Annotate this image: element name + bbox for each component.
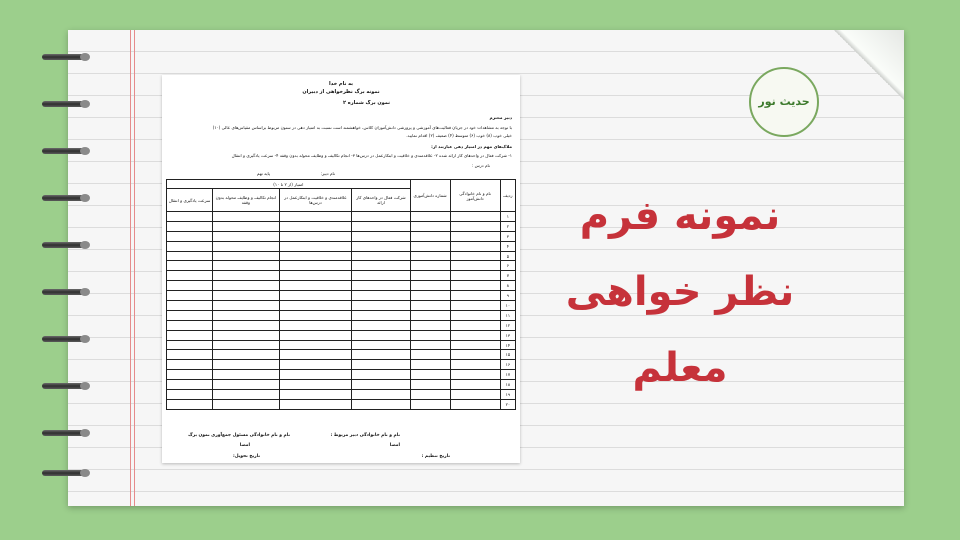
row-number-cell: ۳ — [500, 231, 515, 241]
teacher-signature-line: امضا — [389, 443, 400, 448]
row-number-cell: ۵ — [500, 251, 515, 261]
row-number-cell: ۶ — [500, 261, 515, 271]
header-score-group: امتیاز (از ۲ تا ۱۰) — [167, 180, 411, 189]
table-cell — [279, 380, 352, 390]
table-cell — [167, 390, 213, 400]
row-number-cell: ۱ — [500, 212, 515, 222]
table-cell — [410, 310, 450, 320]
table-cell — [410, 212, 450, 222]
class-name-label: نام درس : — [471, 163, 490, 168]
header-row-number: ردیف — [500, 180, 515, 212]
headline — [540, 178, 820, 406]
table-cell — [352, 310, 410, 320]
table-cell — [279, 370, 352, 380]
table-row — [167, 390, 516, 400]
table-cell — [167, 271, 213, 281]
ring — [42, 240, 100, 250]
table-cell — [213, 271, 280, 281]
header-criterion-1: شرکت فعال در واحدهای کار ارائه — [352, 189, 410, 212]
table-cell — [213, 399, 280, 409]
table-cell — [213, 320, 280, 330]
table-row — [167, 261, 516, 271]
table-cell — [410, 231, 450, 241]
table-cell — [450, 340, 500, 350]
table-cell — [213, 212, 280, 222]
table-cell — [410, 301, 450, 311]
table-cell — [410, 271, 450, 281]
table-cell — [352, 291, 410, 301]
table-cell — [213, 360, 280, 370]
table-cell — [167, 291, 213, 301]
headline-line-3: معلم — [632, 345, 728, 391]
table-cell — [167, 231, 213, 241]
teacher-date-label: تاریخ تنظیم : — [421, 454, 450, 459]
ring — [42, 99, 100, 109]
ring — [42, 193, 100, 203]
table-cell — [410, 291, 450, 301]
row-number-cell: ۱۶ — [500, 360, 515, 370]
table-cell — [410, 399, 450, 409]
teacher-label: نام دبیر: — [320, 171, 335, 176]
table-cell — [410, 241, 450, 251]
table-row — [167, 271, 516, 281]
table-cell — [450, 251, 500, 261]
table-cell — [279, 399, 352, 409]
criteria-intro: ملاک‌های مهم در امتیاز دهی عبارتند از: — [431, 144, 512, 149]
headline-line-1: نمونه فرم — [579, 193, 781, 239]
table-cell — [450, 231, 500, 241]
table-row — [167, 221, 516, 231]
ring — [42, 146, 100, 156]
table-cell — [279, 212, 352, 222]
table-cell — [352, 301, 410, 311]
table-row — [167, 360, 516, 370]
ring — [42, 52, 100, 62]
table-cell — [213, 330, 280, 340]
table-cell — [167, 380, 213, 390]
table-cell — [167, 320, 213, 330]
table-cell — [213, 281, 280, 291]
table-cell — [213, 370, 280, 380]
table-cell — [213, 291, 280, 301]
table-cell — [352, 340, 410, 350]
table-cell — [450, 399, 500, 409]
table-row — [167, 251, 516, 261]
table-row — [167, 310, 516, 320]
table-cell — [279, 360, 352, 370]
table-cell — [213, 340, 280, 350]
table-cell — [352, 399, 410, 409]
table-cell — [410, 281, 450, 291]
table-cell — [410, 251, 450, 261]
row-number-cell: ۱۲ — [500, 320, 515, 330]
table-cell — [279, 221, 352, 231]
table-cell — [450, 330, 500, 340]
table-cell — [167, 281, 213, 291]
table-cell — [167, 251, 213, 261]
table-cell — [279, 310, 352, 320]
row-number-cell: ۱۷ — [500, 370, 515, 380]
row-number-cell: ۸ — [500, 281, 515, 291]
table-cell — [213, 231, 280, 241]
table-cell — [279, 291, 352, 301]
table-row — [167, 212, 516, 222]
table-row — [167, 281, 516, 291]
table-cell — [450, 221, 500, 231]
table-row — [167, 231, 516, 241]
table-cell — [410, 330, 450, 340]
table-cell — [279, 261, 352, 271]
header-criterion-2: علاقه‌مندی و خلاقیت و ابتکارعمل در درس‌ها — [279, 189, 352, 212]
table-cell — [279, 241, 352, 251]
table-cell — [167, 399, 213, 409]
header-criterion-4: سرعت یادگیری و انتقال — [167, 189, 213, 212]
table-cell — [167, 330, 213, 340]
table-cell — [213, 301, 280, 311]
table-cell — [352, 212, 410, 222]
table-cell — [167, 241, 213, 251]
table-row — [167, 241, 516, 251]
table-cell — [450, 291, 500, 301]
table-cell — [279, 390, 352, 400]
table-row — [167, 301, 516, 311]
table-cell — [213, 251, 280, 261]
officer-signature-label: نام و نام خانوادگی مسئول جمع‌آوری نمون برگ — [188, 433, 290, 438]
table-cell — [352, 221, 410, 231]
table-cell — [213, 390, 280, 400]
table-row — [167, 320, 516, 330]
salutation: دبیر محترم — [489, 115, 512, 120]
table-cell — [450, 310, 500, 320]
logo-text: حدیث نور — [758, 95, 810, 109]
table-cell — [167, 360, 213, 370]
intro-line-1: با توجه به مشاهدات خود در جریان فعالیت‌های آموزشی و پرورشی دانش‌آموزان کلاس، خواهشمند است نسبت به امتیاز دهی در ستون مربوط براساس مقیاس‌های عالی (۱۰) — [212, 125, 512, 130]
table-cell — [352, 370, 410, 380]
form-subtitle: نمونه برگ نظرخواهی از دبیران — [302, 89, 380, 95]
table-cell — [213, 241, 280, 251]
ring — [42, 381, 100, 391]
table-cell — [352, 380, 410, 390]
headline-line-2: نظر خواهی — [565, 269, 795, 315]
officer-signature-line: امضا — [239, 443, 250, 448]
table-cell — [167, 370, 213, 380]
table-cell — [279, 271, 352, 281]
table-cell — [450, 370, 500, 380]
table-cell — [352, 320, 410, 330]
table-row — [167, 380, 516, 390]
table-cell — [410, 370, 450, 380]
teacher-signature-label: نام و نام خانوادگی دبیر مربوط : — [330, 433, 400, 438]
bismillah: به نام خدا — [328, 81, 354, 87]
table-cell — [410, 350, 450, 360]
logo — [749, 67, 819, 137]
header-criterion-3: انجام تکالیف و وظایف محوله بدون وقفه — [213, 189, 280, 212]
score-table — [166, 179, 516, 410]
sheet-label: نمون برگ شماره ۲ — [342, 100, 390, 106]
table-cell — [352, 241, 410, 251]
table-cell — [450, 380, 500, 390]
row-number-cell: ۹ — [500, 291, 515, 301]
table-cell — [352, 360, 410, 370]
table-row — [167, 291, 516, 301]
row-number-cell: ۲۰ — [500, 399, 515, 409]
row-number-cell: ۱۴ — [500, 340, 515, 350]
ring — [42, 468, 100, 478]
ring — [42, 428, 100, 438]
table-cell — [450, 350, 500, 360]
table-cell — [279, 231, 352, 241]
table-cell — [352, 261, 410, 271]
table-cell — [352, 251, 410, 261]
table-cell — [213, 350, 280, 360]
table-cell — [352, 330, 410, 340]
table-cell — [167, 221, 213, 231]
intro-line-2: خیلی خوب (۸) خوب (۶) متوسط (۴) ضعیف (۲) اقدام نمایید. — [406, 133, 512, 138]
table-cell — [213, 221, 280, 231]
table-cell — [279, 320, 352, 330]
table-cell — [410, 380, 450, 390]
table-cell — [450, 320, 500, 330]
table-cell — [352, 231, 410, 241]
table-cell — [450, 271, 500, 281]
table-cell — [352, 390, 410, 400]
row-number-cell: ۱۰ — [500, 301, 515, 311]
table-cell — [450, 390, 500, 400]
table-cell — [450, 301, 500, 311]
table-cell — [167, 212, 213, 222]
grade-label: پایه تهم — [256, 171, 270, 176]
table-cell — [213, 261, 280, 271]
row-number-cell: ۷ — [500, 271, 515, 281]
table-cell — [167, 350, 213, 360]
page-curl-fold — [834, 30, 904, 100]
header-student-name: نام و نام خانوادگی دانش‌آموز — [450, 180, 500, 212]
table-cell — [167, 301, 213, 311]
row-number-cell: ۱۵ — [500, 350, 515, 360]
table-cell — [279, 281, 352, 291]
table-row — [167, 330, 516, 340]
form-document — [162, 75, 520, 463]
table-cell — [410, 221, 450, 231]
table-row — [167, 350, 516, 360]
table-row — [167, 370, 516, 380]
header-student-number: شماره دانش‌آموزی — [410, 180, 450, 212]
table-cell — [410, 360, 450, 370]
margin-line — [134, 30, 135, 506]
row-number-cell: ۱۳ — [500, 330, 515, 340]
table-row — [167, 340, 516, 350]
table-cell — [279, 330, 352, 340]
row-number-cell: ۱۹ — [500, 390, 515, 400]
table-cell — [410, 340, 450, 350]
ring — [42, 334, 100, 344]
table-cell — [410, 320, 450, 330]
table-cell — [279, 350, 352, 360]
table-cell — [167, 340, 213, 350]
officer-date-label: تاریخ تحویل: — [232, 454, 260, 459]
table-cell — [352, 350, 410, 360]
table-cell — [410, 390, 450, 400]
table-cell — [167, 261, 213, 271]
table-cell — [167, 310, 213, 320]
table-cell — [450, 212, 500, 222]
table-body — [167, 212, 516, 410]
table-cell — [279, 340, 352, 350]
table-cell — [450, 261, 500, 271]
margin-line — [130, 30, 131, 506]
row-number-cell: ۱۱ — [500, 310, 515, 320]
table-cell — [352, 271, 410, 281]
ring — [42, 287, 100, 297]
table-cell — [352, 281, 410, 291]
table-cell — [450, 241, 500, 251]
criteria-list: ۱- شرکت فعال در واحدهای کار ارائه شده ۲- علاقه‌مندی و خلاقیت و ابتکارعمل در درس‌ها ۳- انجام تکالیف و وظایف محوله بدون وقفه ۴- سرعت یادگیری و انتقال — [231, 153, 512, 158]
row-number-cell: ۴ — [500, 241, 515, 251]
row-number-cell: ۱۸ — [500, 380, 515, 390]
table-cell — [213, 380, 280, 390]
table-cell — [213, 310, 280, 320]
row-number-cell: ۲ — [500, 221, 515, 231]
table-cell — [450, 281, 500, 291]
table-row — [167, 399, 516, 409]
table-cell — [279, 251, 352, 261]
table-cell — [410, 261, 450, 271]
table-cell — [450, 360, 500, 370]
table-cell — [279, 301, 352, 311]
